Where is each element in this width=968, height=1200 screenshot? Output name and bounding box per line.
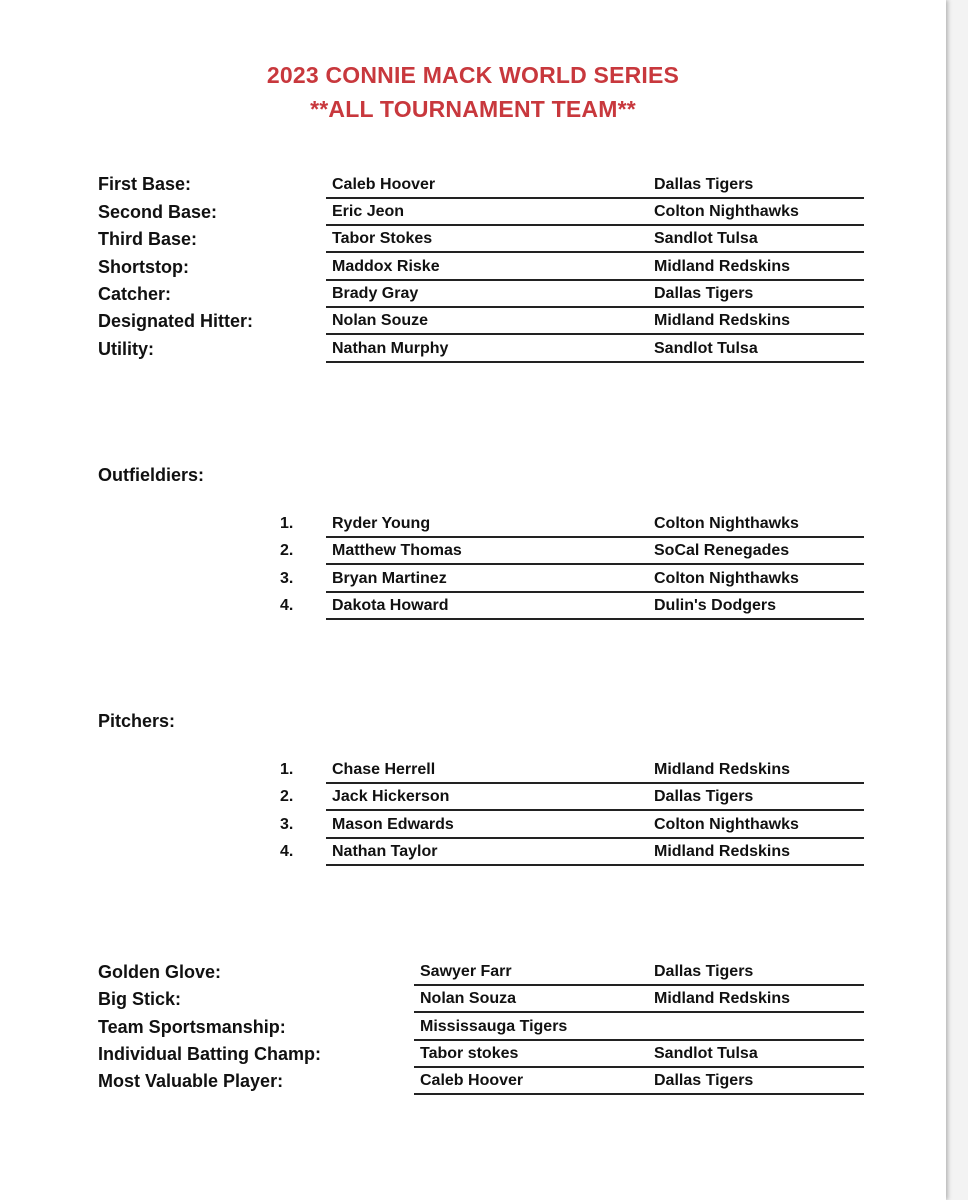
player-name: Matthew Thomas [332, 542, 462, 559]
underline [326, 536, 864, 538]
position-label: Second Base: [98, 202, 218, 222]
underline [326, 563, 864, 565]
underline [326, 197, 864, 199]
underline [326, 837, 864, 839]
underline [414, 1039, 864, 1041]
player-name: Ryder Young [332, 515, 431, 532]
team-name: SoCal Renegades [654, 542, 790, 559]
item-number: 4. [280, 597, 294, 614]
item-number: 1. [280, 515, 294, 532]
document-title: 2023 CONNIE MACK WORLD SERIES [266, 62, 680, 88]
team-name: Midland Redskins [654, 312, 791, 329]
team-name: Midland Redskins [654, 258, 791, 275]
section-heading: Pitchers: [98, 711, 176, 731]
team-name: Sandlot Tulsa [654, 230, 758, 247]
underline [326, 782, 864, 784]
player-name: Dakota Howard [332, 597, 449, 614]
player-name: Jack Hickerson [332, 788, 450, 805]
award-label: Most Valuable Player: [98, 1071, 284, 1091]
team-name: Colton Nighthawks [654, 515, 799, 532]
player-name: Nolan Souze [332, 312, 429, 329]
underline [326, 333, 864, 335]
player-name: Maddox Riske [332, 258, 440, 275]
underline [326, 306, 864, 308]
item-number: 2. [280, 542, 294, 559]
team-name: Midland Redskins [654, 843, 791, 860]
team-name: Colton Nighthawks [654, 570, 799, 587]
underline [326, 279, 864, 281]
player-name: Caleb Hoover [332, 176, 436, 193]
player-name: Brady Gray [332, 285, 419, 302]
position-label: Third Base: [98, 229, 198, 249]
underline [326, 864, 864, 866]
team-name: Colton Nighthawks [654, 203, 799, 220]
team-name: Dallas Tigers [654, 788, 754, 805]
item-number: 2. [280, 788, 294, 805]
underline [414, 984, 864, 986]
player-name: Nathan Murphy [332, 340, 449, 357]
player-name: Chase Herrell [332, 761, 436, 778]
position-label: Utility: [98, 339, 154, 359]
player-name: Nathan Taylor [332, 843, 438, 860]
team-name: Dallas Tigers [654, 1072, 754, 1089]
player-name: Nolan Souza [420, 990, 517, 1007]
player-name: Caleb Hoover [420, 1072, 524, 1089]
underline [414, 1066, 864, 1068]
player-name: Mason Edwards [332, 816, 454, 833]
team-name: Dallas Tigers [654, 963, 754, 980]
section-heading: Outfieldiers: [98, 465, 205, 485]
award-label: Golden Glove: [98, 962, 222, 982]
team-name: Dallas Tigers [654, 176, 754, 193]
underline [326, 361, 864, 363]
award-label: Big Stick: [98, 989, 182, 1009]
item-number: 4. [280, 843, 294, 860]
player-name: Tabor Stokes [332, 230, 433, 247]
player-name: Bryan Martinez [332, 570, 447, 587]
team-name: Mississauga Tigers [420, 1018, 568, 1035]
position-label: First Base: [98, 174, 192, 194]
award-label: Individual Batting Champ: [98, 1044, 321, 1064]
underline [326, 224, 864, 226]
item-number: 1. [280, 761, 294, 778]
team-name: Midland Redskins [654, 761, 791, 778]
item-number: 3. [280, 816, 294, 833]
underline [326, 251, 864, 253]
underline [326, 591, 864, 593]
player-name: Eric Jeon [332, 203, 405, 220]
team-name: Sandlot Tulsa [654, 340, 758, 357]
position-label: Catcher: [98, 284, 172, 304]
team-name: Midland Redskins [654, 990, 791, 1007]
underline [326, 809, 864, 811]
item-number: 3. [280, 570, 294, 587]
player-name: Sawyer Farr [420, 963, 512, 980]
team-name: Colton Nighthawks [654, 816, 799, 833]
player-name: Tabor stokes [420, 1045, 519, 1062]
team-name: Sandlot Tulsa [654, 1045, 758, 1062]
position-label: Designated Hitter: [98, 311, 254, 331]
document-subtitle: **ALL TOURNAMENT TEAM** [310, 96, 636, 122]
team-name: Dallas Tigers [654, 285, 754, 302]
underline [326, 618, 864, 620]
award-label: Team Sportsmanship: [98, 1017, 286, 1037]
team-name: Dulin's Dodgers [654, 597, 777, 614]
underline [414, 1011, 864, 1013]
underline [414, 1093, 864, 1095]
position-label: Shortstop: [98, 257, 189, 277]
